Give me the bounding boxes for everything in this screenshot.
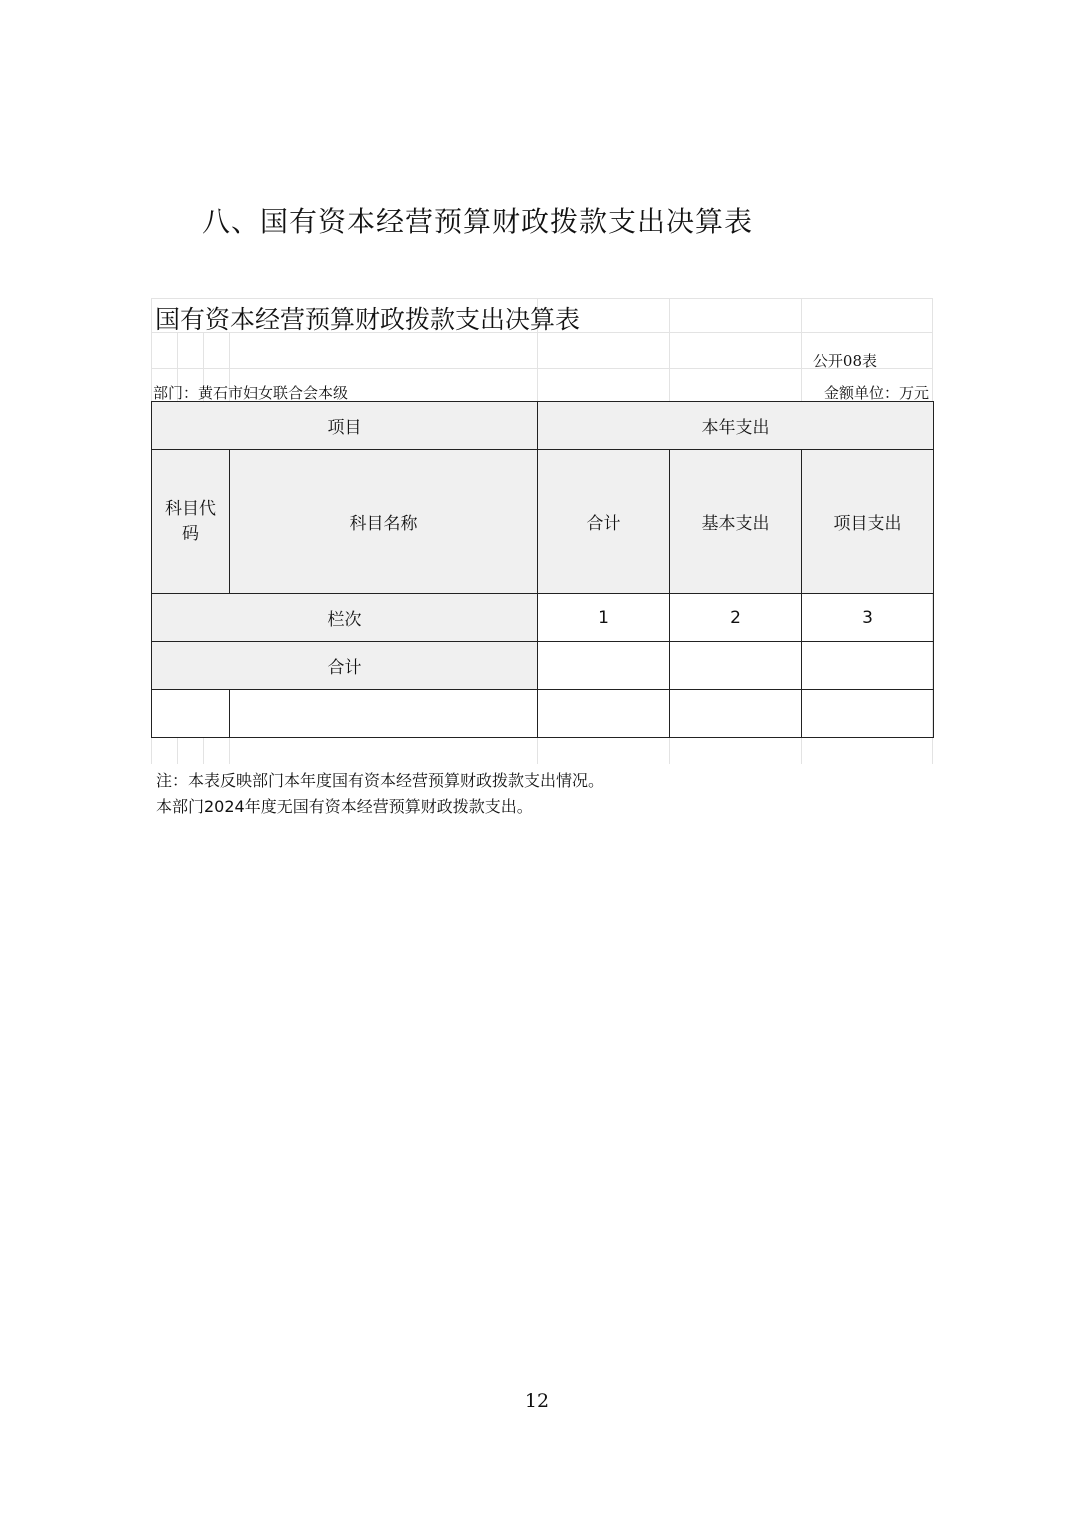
gridline — [203, 738, 204, 764]
seq-cell: 1 — [538, 594, 670, 642]
total-cell — [802, 642, 934, 690]
note-line-2: 本部门2024年度无国有资本经营预算财政拨款支出。 — [156, 797, 533, 816]
gridline — [669, 738, 670, 764]
col-total-header: 合计 — [538, 450, 670, 594]
table-row — [152, 642, 934, 690]
col-project-header: 项目支出 — [802, 450, 934, 594]
gridline — [801, 298, 802, 402]
seq-cell: 3 — [802, 594, 934, 642]
budget-sheet — [151, 298, 933, 764]
page-number: 12 — [524, 1390, 550, 1412]
expense-table — [151, 401, 934, 738]
note-line-1: 注：本表反映部门本年度国有资本经营预算财政拨款支出情况。 — [156, 771, 605, 790]
empty-cell — [538, 690, 670, 738]
unit-label: 金额单位：万元 — [823, 384, 929, 402]
header-year-expense: 本年支出 — [538, 402, 934, 450]
sheet-title: 国有资本经营预算财政拨款支出决算表 — [155, 305, 581, 334]
table-subheader-row — [152, 450, 934, 594]
form-code: 公开08表 — [812, 352, 877, 370]
header-project: 项目 — [152, 402, 538, 450]
empty-cell — [670, 690, 802, 738]
row-total-label: 合计 — [152, 642, 538, 690]
col-basic-header: 基本支出 — [670, 450, 802, 594]
seq-cell: 2 — [670, 594, 802, 642]
gridline — [229, 738, 230, 764]
gridline — [177, 738, 178, 764]
table-header-row — [152, 402, 934, 450]
gridline — [151, 298, 933, 299]
table-row — [152, 690, 934, 738]
total-cell — [670, 642, 802, 690]
gridline — [801, 738, 802, 764]
empty-cell — [230, 690, 538, 738]
col-name-header: 科目名称 — [230, 450, 538, 594]
gridline — [669, 298, 670, 402]
total-cell — [538, 642, 670, 690]
empty-cell — [152, 690, 230, 738]
gridline — [537, 738, 538, 764]
empty-cell — [802, 690, 934, 738]
table-row — [152, 594, 934, 642]
department-label: 部门：黄石市妇女联合会本级 — [153, 384, 349, 402]
row-seq-label: 栏次 — [152, 594, 538, 642]
section-heading: 八、国有资本经营预算财政拨款支出决算表 — [202, 205, 754, 238]
col-code-header: 科目代码 — [152, 450, 230, 594]
